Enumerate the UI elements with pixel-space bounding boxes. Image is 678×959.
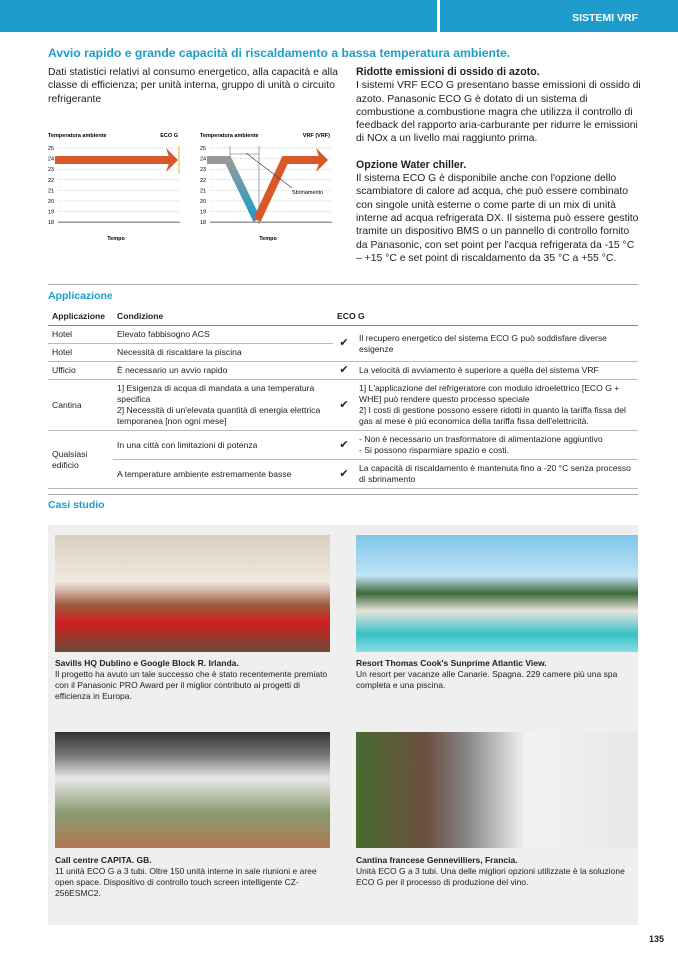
y-tick-label: 24 [48, 156, 55, 163]
y-tick-label: 22 [200, 177, 207, 184]
applicazione-heading: Applicazione [48, 290, 113, 302]
chart-ylabel: Temperatura ambiente [48, 133, 107, 139]
case-study-caption: Call centre CAPITA. GB. 11 unità ECO G a 3 tubi. Oltre 150 unità interne in sale riunioni e aree open space. Dispositivo di controllo touch screen intelligente CZ-256ESMC2. [55, 855, 317, 898]
casi-studio-heading: Casi studio [48, 499, 105, 511]
office-photo [55, 535, 330, 652]
case-study-caption: Resort Thomas Cook's Sunprime Atlantic View. Un resort per vacanze alle Canarie. Spagna. 229 camere più una spa completa e una piscina. [356, 658, 618, 690]
resort-photo [356, 535, 638, 652]
y-tick-label: 19 [200, 209, 207, 216]
table-row: Cantina 1] Esigenza di acqua di mandata a una temperatura specifica 2] Necessità di un'elevata quantità di energia elettrica temporanea [non ogni mese] ✔ 1] L'applicazione del refrigeratore con modulo idroelettrico [ECO G + WHE] può rendere questo processo speciale 2] I costi di gestione possono essere ridotti in quanto la tariffa fissa del gas al mese è più economica della tariffa fissa dell'elettricità. [48, 380, 638, 431]
chart-name: ECO G [160, 133, 178, 139]
table-row: Hotel Elevato fabbisogno ACS ✔ Il recupero energetico del sistema ECO G può soddisfare diverse esigenze [48, 326, 638, 344]
y-tick-label: 25 [200, 146, 207, 152]
applicazione-table: Applicazione Condizione ECO G Hotel Elevato fabbisogno ACS ✔ Il recupero energetico del sistema ECO G può soddisfare diverse esigenze Hotel Necessità di riscaldare la piscina Ufficio È necessario un avvio rapido ✔ La velocità di avviamento è superiore a quella del sistema VRF Cantina 1] Esigenza di acqua di mandata a una temperatura specifica 2] Necessità di un'elevata quantità di energia elettrica temporanea [non ogni mese] ✔ 1] L'applicazione del refrigeratore con modulo idroelettrico [ECO G + WHE] può rendere questo processo speciale 2] I costi di gestione possono essere ridotti in quanto la tariffa fissa del gas al mese è più economica della tariffa fissa dell'elettricità. Qualsiasi edificio In una città con limitazioni di potenza ✔ - Non è necessario un trasformatore di alimentazione aggiuntivo - Si possono risparmiare spazio e costi. A temperature ambiente estremamente basse ✔ La capacità di riscaldamento è mantenuta fino a -20 °C senza processo di sbrinamento [48, 308, 638, 489]
y-tick-label: 19 [48, 209, 55, 216]
y-tick-label: 18 [200, 220, 207, 227]
header-bar [0, 0, 437, 32]
table-row: Hotel Necessità di riscaldare la piscina [48, 344, 638, 362]
chart-xlabel: Tempo [259, 236, 277, 242]
eco-g-arrow [55, 156, 170, 164]
y-tick-label: 20 [200, 199, 207, 205]
table-row: Ufficio È necessario un avvio rapido ✔ La velocità di avviamento è superiore a quella del sistema VRF [48, 362, 638, 380]
chiller-text: Il sistema ECO G è disponibile anche con l'opzione dello scambiatore di calore ad acqua, che può essere combinato con singole unità esterne o come parte di un mix di unità interne ad acqua refrigerata DX. Il sistema può essere gestito tramite un dispositivo BMS o un pannello di controllo fornito da Panasonic, con set point per l'acqua refrigerata da -15 °C – +15 °C e set point di riscaldamento da 35 °C a +55 °C. [356, 173, 639, 264]
y-tick-label: 23 [200, 167, 207, 174]
y-tick-label: 24 [200, 156, 207, 163]
case-study-caption: Savills HQ Dublino e Google Block R. Irlanda. Il progetto ha avuto un tale successo che è stato recentemente premiato con il Panasonic PRO Award per il miglior contributo ai progetti di efficienza in Europa. [55, 658, 328, 701]
table-row: A temperature ambiente estremamente basse ✔ La capacità di riscaldamento è mantenuta fino a -20 °C senza processo di sbrinamento [48, 460, 638, 489]
y-tick-label: 25 [48, 146, 55, 152]
y-tick-label: 21 [200, 188, 207, 195]
chiller-heading: Opzione Water chiller. [356, 158, 467, 171]
page-title: Avvio rapido e grande capacità di riscaldamento a bassa temperatura ambiente. [48, 46, 511, 60]
intro-text: Dati statistici relativi al consumo energetico, alla capacità e alla classe di efficienza; per unità interna, gruppo di unità o circuito refrigerante [48, 67, 338, 105]
case-study-caption: Cantina francese Gennevilliers, Francia. Unità ECO G a 3 tubi. Una delle migliori opzioni utilizzate è la soluzione ECO G per il processo di produzione del vino. [356, 855, 625, 887]
nox-text: I sistemi VRF ECO G presentano basse emissioni di ossido di azoto. Panasonic ECO G è dotato di un sistema di combustione a combustione magra che utilizza il controllo di feedback del rapporto aria-carburante per ridurre le emissioni di NOx a un livello mai raggiunto prima. [356, 80, 641, 145]
table-row: Qualsiasi edificio In una città con limitazioni di potenza ✔ - Non è necessario un trasformatore di alimentazione aggiuntivo - Si possono risparmiare spazio e costi. [48, 431, 638, 460]
sbrinamento-label: Sbrinamento [292, 190, 324, 196]
y-tick-label: 18 [48, 220, 55, 227]
right-column [356, 66, 641, 278]
y-tick-label: 21 [48, 188, 55, 195]
chart-name: VRF (VRF) [302, 133, 330, 139]
section-label: SISTEMI VRF [440, 0, 678, 32]
chart-eco-g [48, 128, 188, 243]
chart-xlabel: Tempo [107, 236, 125, 242]
page-number: 135 [648, 934, 664, 944]
y-tick-label: 23 [48, 167, 55, 174]
call-centre-photo [55, 732, 330, 848]
chart-ylabel: Temperatura ambiente [200, 133, 259, 139]
nox-heading: Ridotte emissioni di ossido di azoto. [356, 66, 540, 78]
y-tick-label: 20 [48, 199, 55, 205]
chart-vrf [200, 128, 340, 243]
cantina-photo [356, 732, 638, 848]
y-tick-label: 22 [48, 177, 55, 184]
